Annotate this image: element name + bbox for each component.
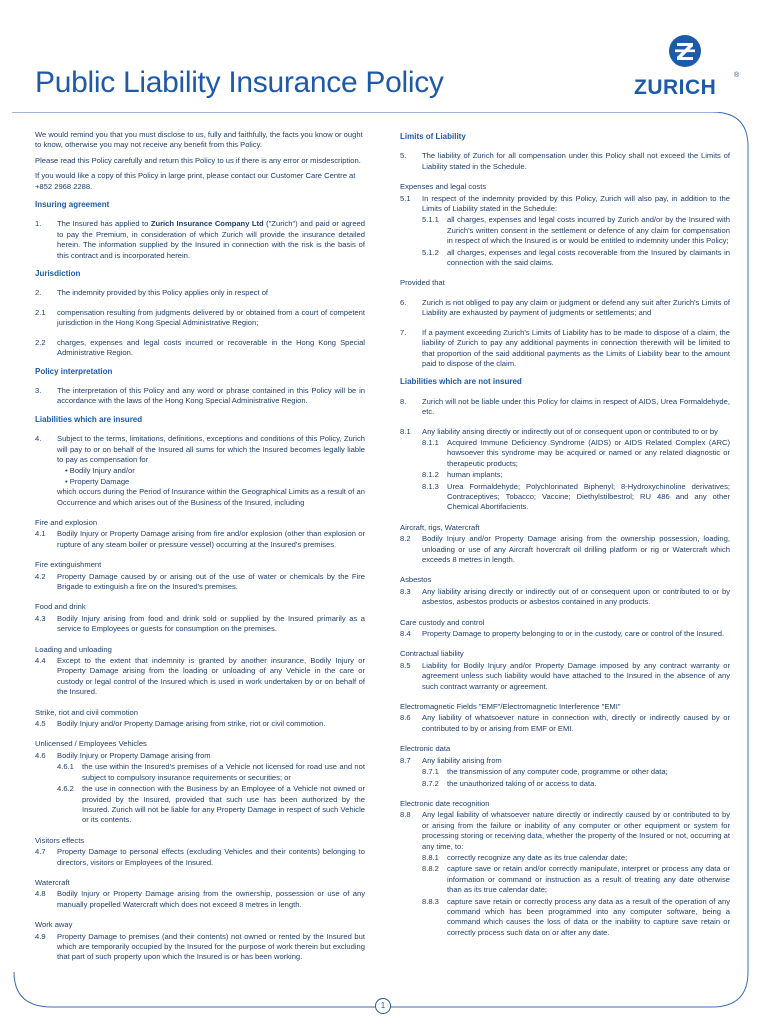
sub-clause: 8.7.2 the unauthorized taking of or access to data. (422, 778, 597, 788)
clause-continuation: which occurs during the Period of Insurance within the Geographical Limits as a result of an Occurrence and which arises out of the Business of the Insured, including (57, 487, 365, 507)
clause: 8.1 Any liability arising directly or indirectly out of or consequent upon or contributed to or by (400, 426, 718, 436)
section-heading: Policy interpretation (35, 366, 113, 376)
subsection-label: Asbestos (400, 575, 432, 585)
clause: 8.4 Property Damage to property belonging to or in the custody, care or control of the Insured. (400, 629, 725, 639)
clause: 8.8 Any legal liability of whatsoever nature directly or indirectly caused by or contributed to by or arising from the failure or inability of any computer or other equipment or system for processing storing or receiving data, whether the property of the Insured or not, occurring at any time, to: (400, 810, 730, 851)
clause: 2.1 compensation resulting from judgments delivered by or obtained from a court of competent jurisdiction in the Hong Kong Special Administrative Region; (35, 307, 365, 328)
subsection-label: Strike, riot and civil commotion (35, 707, 138, 717)
subsection-label: Unlicensed / Employees Vehicles (35, 739, 147, 749)
clause: 1. The Insured has applied to Zurich Insurance Company Ltd ("Zurich") and paid or agreed to pay the Premium, in consideration of which Zurich will provide the insurance detailed herein. The information supplied by the Insured in connection with the risk is the basis of this contract and is incorporated herein. (35, 219, 366, 260)
clause: 4.1 Bodily Injury or Property Damage arising from fire and/or explosion (other than explosion or rupture of any steam boiler or pressure vessel) occurring at the Insured's premises. (35, 529, 365, 549)
subsection-label: Aircraft, rigs, Watercraft (400, 522, 480, 532)
zurich-wordmark: ZURICH (634, 76, 717, 99)
left-column (35, 130, 365, 964)
subsection-label: Work away (35, 920, 73, 930)
subsection-label: Food and drink (35, 602, 86, 612)
zurich-logo (628, 34, 743, 100)
sub-clause: 4.6.1 the use within the Insured's premises of a Vehicle not licensed for road use and not subject to compulsory insurance requirements or securities; or (57, 762, 365, 782)
intro-paragraph: If you would like a copy of this Policy in large print, please contact our Customer Care Centre at +852 2968 2288. (35, 171, 356, 191)
section-heading: Liabilities which are not insured (400, 377, 522, 387)
subsection-label: Provided that (400, 278, 445, 288)
clause: 3. The interpretation of this Policy and any word or phrase contained in this Policy will be in accordance with the laws of the Hong Kong Special Administrative Region. (35, 385, 365, 406)
section-heading: Limits of Liability (400, 132, 466, 141)
bullet-item: • Bodily Injury and/or (65, 466, 135, 476)
clause: 5.1 In respect of the indemnity provided by this Policy, Zurich will also pay, in addition to the Limits of Liability stated in the Schedule: (400, 193, 730, 214)
subsection-label: Electronic date recognition (400, 798, 490, 808)
clause: 4. Subject to the terms, limitations, definitions, exceptions and conditions of this Policy, Zurich will pay to or on behalf of the Insured all sums for which the Insured becomes legally liable to pay as compensation for (35, 434, 365, 464)
section-heading: Insuring agreement (35, 200, 110, 210)
clause: 4.5 Bodily Injury and/or Property Damage arising from strike, riot or civil commotion. (35, 719, 326, 729)
clause: 8.6 Any liability of whatsoever nature in connection with, directly or indirectly caused by or contributed to by or arising from EMF or EMI. (400, 713, 730, 733)
page-number: 1 (375, 998, 391, 1014)
sub-clause: 8.1.1 Acquired Immune Deficiency Syndrome (AIDS) or AIDS Related Complex (ARC) howsoever this syndrome may be acquired or named or any related diagnostic or therapeutic products; (422, 437, 730, 468)
clause: 7. If a payment exceeding Zurich's Limits of Liability has to be made to dispose of a claim, the liability of Zurich to pay any additional payments in connection therewith will be limited to that proportion of the said additional payments as the Limits of Liability bear to the amount paid to dispose of the claim. (400, 327, 730, 368)
clause: 4.4 Except to the extent that indemnity is granted by another insurance, Bodily Injury or Property Damage arising from the loading or unloading of any Vehicle in the care or custody or legal control of the Insured which is used in work undertaken by or on behalf of the Insured. (35, 656, 365, 697)
section-heading: Liabilities which are insured (35, 414, 143, 424)
sub-clause: 5.1.2 all charges, expenses and legal costs recoverable from the Insured by claimants in connection with the said claims. (422, 247, 730, 268)
subsection-label: Visitors effects (35, 835, 85, 845)
clause: 4.2 Property Damage caused by or arising out of the use of water or chemicals by the Fire Brigade to extinguish a fire on the Insured's premises. (35, 571, 365, 591)
intro-paragraph: Please read this Policy carefully and return this Policy to us if there is any error or misdescription. (35, 155, 361, 165)
registered-mark: ® (734, 72, 740, 79)
clause: 4.7 Property Damage to personal effects (excluding Vehicles and their contents) belonging to directors, visitors or Employees of the Insured. (35, 847, 365, 867)
zurich-logo-icon (668, 34, 702, 68)
subsection-label: Electromagnetic Fields "EMF"/Electromagnetic Interference "EMI" (400, 702, 621, 712)
subsection-label: Loading and unloading (35, 644, 112, 654)
clause: 2. The indemnity provided by this Policy applies only in respect of (35, 288, 269, 298)
section-heading: Jurisdiction (35, 269, 81, 279)
sub-clause: 8.1.2 human implants; (422, 470, 503, 480)
subsection-label: Care custody and control (400, 617, 485, 627)
sub-clause: 8.8.3 capture save retain or correctly process any data as a result of the operation of any command which has been programmed into any computer software, being a command which causes the loss of data or the inability to capture save retain or correctly process such data on or after any date. (422, 896, 730, 937)
subsection-label: Electronic data (400, 744, 451, 754)
sub-clause: 8.8.1 correctly recognize any date as its true calendar date; (422, 852, 628, 862)
page-title: Public Liability Insurance Policy (35, 66, 444, 99)
clause: 2.2 charges, expenses and legal costs incurred or recoverable in the Hong Kong Special Administrative Region. (35, 337, 365, 358)
subsection-label: Expenses and legal costs (400, 182, 487, 192)
sub-clause: 8.1.3 Urea Formaldehyde; Polychlorinated Biphenyl; 8-Hydroxychinoline derivatives; Contraceptives; Tobacco; Vaccine; Diethylstilbestrol; RU 486 and any other Chemical Abortifacients. (422, 481, 730, 512)
clause: 4.9 Property Damage to premises (and their contents) not owned or rented by the Insured but which are temporarily occupied by the Insured for the purpose of work therein but excluding that part of such property upon which the Insured is or has been working. (35, 931, 365, 962)
clause: 8.7 Any liability arising from (400, 755, 502, 765)
clause: 8.2 Bodily Injury and/or Property Damage arising from the ownership possession, loading, unloading or use of any Aircraft hovercraft oil drilling platform or rig or Watercraft which exceeds 8 metres in length. (400, 534, 730, 564)
sub-clause: 5.1.1 all charges, expenses and legal costs incurred by Zurich and/or by the Insured with Zurich's written consent in the settlement or defence of any claim for compensation in respect of which the Insured is or would be entitled to indemnity under this Policy; (422, 215, 730, 246)
subsection-label: Contractual liability (400, 649, 464, 659)
right-column (400, 130, 730, 939)
clause: 4.3 Bodily Injury arising from food and drink sold or supplied by the Insured primarily as a service to Employees or guests for consumption on the premises. (35, 613, 365, 634)
sub-clause: 4.6.2 the use in connection with the Business by an Employee of a Vehicle not owned or provided by the Insured, provided that such use has been authorized by the Insured. Zurich will not be liable for any Property Damage in respect of such Vehicle or its contents. (57, 784, 365, 825)
clause: 4.8 Bodily Injury or Property Damage arising from the ownership, possession or use of any manually propelled Watercraft which does not exceed 8 metres in length. (35, 889, 365, 909)
clause: 8.5 Liability for Bodily Injury and/or Property Damage imposed by any contract warranty or agreement unless such liability would have attached to the Insured in the absence of any such contract warranty or agreement. (400, 660, 730, 691)
subsection-label: Fire and explosion (35, 517, 98, 527)
clause: 6. Zurich is not obliged to pay any claim or judgment or defend any suit after Zurich's Limits of Liability are exhausted by payment of judgments or settlements; and (400, 297, 730, 318)
sub-clause: 8.8.2 capture save or retain and/or correctly manipulate, interpret or process any data or information or command or instruction as a result of treating any date otherwise than as its true calendar date; (422, 864, 730, 895)
clause: 8. Zurich will not be liable under this Policy for claims in respect of AIDS, Urea Formaldehyde, etc. (400, 396, 730, 417)
clause: 8.3 Any liability arising directly or indirectly out of or consequent upon or contributed to or by asbestos, asbestos products or asbestos contained in any products. (400, 586, 730, 607)
sub-clause: 8.7.1 the transmission of any computer code, programme or other data; (422, 767, 668, 777)
clause: 5. The liability of Zurich for all compensation under this Policy shall not exceed the Limits of Liability stated in the Schedule. (400, 151, 730, 171)
clause: 4.6 Bodily Injury or Property Damage arising from (35, 750, 211, 760)
intro-paragraph: We would remind you that you must disclose to us, fully and faithfully, the facts you know or ought to know, otherwise you may not receive any benefit from this Policy. (35, 130, 363, 150)
bullet-item: • Property Damage (65, 476, 130, 486)
subsection-label: Fire extinguishment (35, 560, 102, 570)
subsection-label: Watercraft (35, 877, 70, 887)
